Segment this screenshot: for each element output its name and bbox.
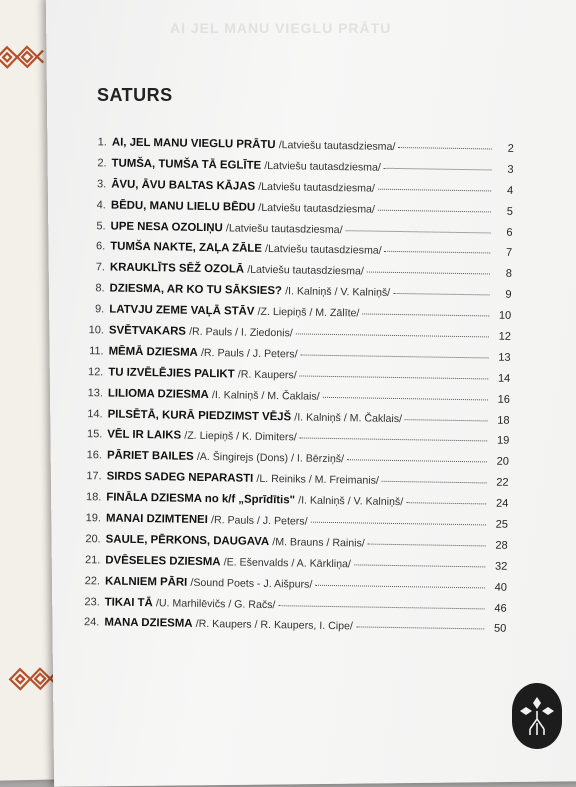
dot-leader	[356, 627, 484, 630]
dot-leader	[278, 605, 484, 609]
song-title: TUMŠA, TUMŠA TĀ EGLĪTE	[111, 157, 262, 172]
page-number: 24	[495, 497, 509, 510]
entry-number: 13.	[87, 386, 104, 400]
song-authors: /I. Kalniņš / V. Kalniņš/	[298, 494, 404, 509]
song-title: PĀRIET BAILES	[106, 449, 194, 464]
reverse-side-bleed-text: AI JEL MANU VIEGLU PRĀTU	[170, 20, 392, 36]
song-title: LILIOMA DZIESMA	[107, 387, 209, 401]
song-title: VĒL IR LAIKS	[107, 428, 182, 443]
dot-leader	[368, 543, 486, 546]
page-number: 32	[494, 560, 508, 573]
page-number: 9	[505, 288, 512, 302]
dot-leader	[346, 230, 491, 233]
entry-number: 21.	[84, 553, 101, 567]
entry-number: 20.	[85, 533, 101, 546]
entry-number: 2.	[97, 157, 107, 170]
song-authors: /E. Ešenvalds / A. Kārkliņa/	[223, 556, 351, 571]
page-number: 5	[506, 205, 513, 218]
page-number: 22	[496, 476, 509, 490]
dot-leader	[311, 522, 486, 526]
page-number: 16	[497, 393, 511, 406]
page-number: 46	[494, 602, 507, 615]
song-title: KALNIEM PĀRI	[104, 575, 188, 589]
song-title: SVĒTVAKARS	[108, 324, 187, 338]
dot-leader	[367, 272, 490, 275]
song-authors: /U. Marhilēvičs / G. Račs/	[155, 596, 276, 611]
entry-number: 5.	[96, 219, 106, 232]
song-title: ĀVU, ĀVU BALTAS KĀJAS	[111, 178, 256, 193]
page-title: SATURS	[97, 85, 173, 105]
page-number: 19	[496, 435, 510, 448]
song-authors: /I. Kalniņš / M. Čaklais/	[211, 388, 320, 403]
song-title: KRAUKLĪTS SĒŽ OZOLĀ	[109, 261, 245, 276]
dot-leader	[301, 354, 489, 358]
song-title: DVĒSELES DZIESMA	[105, 554, 221, 569]
entry-number: 22.	[84, 574, 101, 588]
song-title: MANA DZIESMA	[104, 616, 193, 631]
page-number: 18	[497, 414, 510, 427]
song-title: AI, JEL MANU VIEGLU PRĀTU	[111, 136, 276, 152]
song-title: TIKAI TĀ	[104, 596, 153, 609]
table-of-contents	[72, 136, 514, 644]
entry-number: 8.	[95, 282, 105, 295]
dot-leader	[382, 481, 487, 484]
dot-leader	[354, 564, 485, 567]
dot-leader	[347, 460, 487, 463]
dot-leader	[323, 397, 488, 401]
folk-sign-logo-icon	[512, 683, 562, 749]
dot-leader	[385, 251, 491, 254]
dot-leader	[378, 209, 491, 212]
song-title: SAULE, PĒRKONS, DAUGAVA	[105, 533, 270, 548]
song-authors: /R. Kaupers / R. Kaupers, I. Cipe/	[195, 618, 353, 633]
page-number: 40	[494, 581, 508, 594]
song-authors: /Latviešu tautasdziesma/	[225, 221, 343, 236]
song-authors: /R. Pauls / J. Peters/	[200, 346, 298, 361]
song-authors: /R. Kaupers/	[237, 368, 297, 382]
dot-leader	[398, 147, 492, 149]
entry-number: 6.	[95, 240, 106, 253]
song-title: UPE NESA OZOLIŅU	[110, 220, 223, 234]
entry-number: 4.	[96, 198, 107, 212]
entry-number: 1.	[97, 136, 107, 149]
dot-leader	[406, 502, 486, 504]
song-authors: /Z. Liepiņš / K. Dimiters/	[184, 430, 297, 444]
page-number: 2	[507, 142, 514, 155]
entry-number: 11.	[89, 345, 104, 358]
entry-number: 18.	[85, 491, 102, 504]
page-number: 8	[505, 268, 512, 281]
song-authors: /R. Pauls / I. Ziedonis/	[189, 325, 293, 340]
page-number: 12	[498, 330, 511, 343]
entry-number: 15.	[86, 428, 103, 441]
song-authors: /Latviešu tautasdziesma/	[258, 201, 376, 216]
dot-leader	[315, 584, 485, 588]
song-authors: /Latviešu tautasdziesma/	[264, 243, 382, 258]
song-authors: /Z. Liepiņš / M. Zālīte/	[257, 305, 360, 320]
song-title: MANAI DZIMTENEI	[105, 512, 208, 527]
dot-leader	[362, 314, 489, 317]
entry-number: 24.	[83, 616, 100, 629]
dot-leader	[300, 438, 488, 442]
dot-leader	[300, 375, 489, 379]
page-number: 13	[498, 351, 511, 364]
song-authors: /Latviešu tautasdziesma/	[247, 263, 364, 278]
page-number: 10	[498, 309, 512, 322]
song-title: BĒDU, MANU LIELU BĒDU	[110, 199, 256, 214]
entry-number: 3.	[96, 178, 107, 191]
song-authors: /Latviešu tautasdziesma/	[278, 139, 396, 153]
entry-number: 12.	[87, 365, 104, 379]
entry-number: 9.	[94, 303, 105, 316]
dot-leader	[378, 188, 491, 191]
page-number: 7	[505, 247, 513, 260]
entry-number: 7.	[95, 261, 106, 274]
song-authors: /L. Reiniks / M. Freimanis/	[256, 473, 379, 487]
page-number: 4	[506, 184, 514, 197]
song-authors: /I. Kalniņš / V. Kalniņš/	[285, 285, 391, 300]
song-authors: /R. Pauls / J. Peters/	[210, 514, 308, 528]
latvian-pattern-icon	[8, 661, 59, 696]
entry-number: 23.	[84, 595, 100, 608]
page-number: 20	[496, 455, 510, 469]
song-authors: /M. Brauns / Rainis/	[272, 535, 365, 550]
entry-number: 19.	[85, 512, 102, 525]
song-title: SIRDS SADEG NEPARASTI	[106, 470, 254, 486]
song-title: TUMŠA NAKTE, ZAĻA ZĀLE	[110, 240, 262, 256]
page-number: 25	[495, 518, 509, 531]
song-authors: /Sound Poets - J. Aišpurs/	[190, 576, 313, 591]
dot-leader	[405, 419, 488, 421]
dot-leader	[384, 168, 492, 171]
song-title: DZIESMA, AR KO TU SĀKSIES?	[109, 282, 283, 298]
page-number: 14	[497, 372, 511, 385]
dot-leader	[393, 293, 489, 296]
entry-number: 16.	[86, 449, 103, 462]
song-authors: /I. Kalniņš / M. Čaklais/	[294, 410, 403, 425]
song-authors: /Latviešu tautasdziesma/	[258, 180, 375, 195]
song-title: MĒMĀ DZIESMA	[108, 345, 198, 359]
page-number: 50	[493, 623, 507, 636]
dot-leader	[296, 333, 489, 337]
latvian-pattern-icon	[0, 40, 45, 75]
page-number: 28	[495, 539, 508, 552]
entry-number: 17.	[86, 470, 102, 483]
song-title: FINĀLA DZIESMA no k/f „Sprīdītis"	[106, 491, 296, 507]
song-title: PILSĒTĀ, KURĀ PIEDZIMST VĒJŠ	[107, 408, 292, 423]
entry-number: 14.	[87, 407, 103, 420]
song-title: TU IZVĒLĒJIES PALIKT	[108, 366, 235, 381]
song-authors: /Latviešu tautasdziesma/	[264, 159, 381, 174]
song-title: LATVJU ZEME VAĻĀ STĀV	[109, 303, 255, 318]
song-authors: /A. Šingirejs (Dons) / I. Bērziņš/	[196, 451, 345, 466]
entry-number: 10.	[88, 324, 105, 337]
page-number: 3	[507, 163, 514, 176]
page-number: 6	[506, 226, 513, 239]
